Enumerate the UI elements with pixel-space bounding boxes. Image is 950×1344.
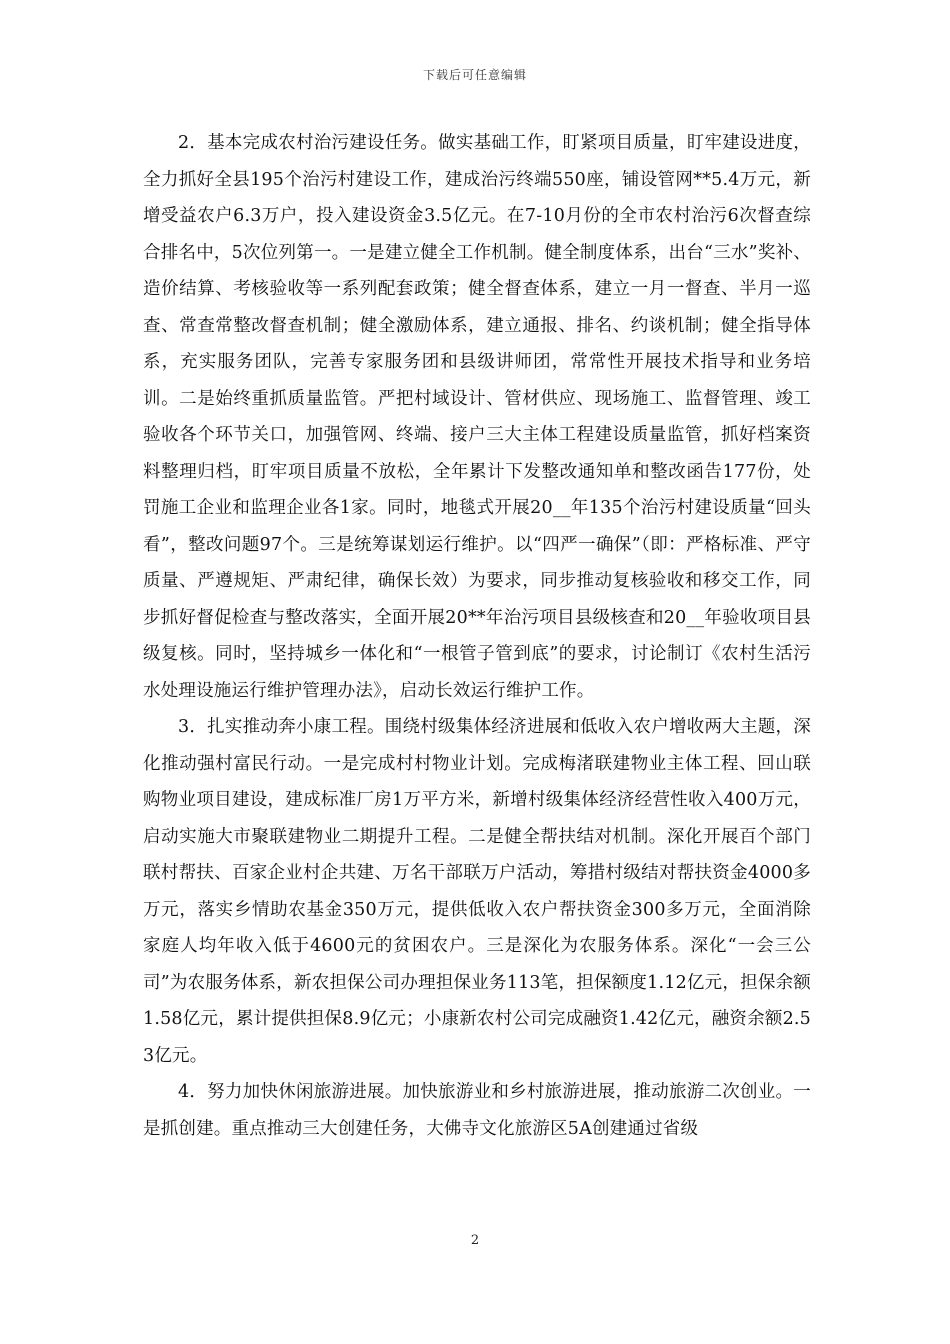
- paragraph-prosperity-project: 3．扎实推动奔小康工程。围绕村级集体经济进展和低收入农户增收两大主题，深化推动强村富民行动。一是完成村村物业计划。完成梅渚联建物业主体工程、回山联购物业项目建设，建成标准厂房1万平方米，新增村级集体经济经营性收入400万元，启动实施大市聚联建物业二期提升工程。二是健全帮扶结对机制。深化开展百个部门联村帮扶、百家企业村企共建、万名干部联万户活动，筹措村级结对帮扶资金4000多万元，落实乡情助农基金350万元，提供低收入农户帮扶资金300多万元，全面消除家庭人均年收入低于4600元的贫困农户。三是深化为农服务体系。深化“一会三公司”为农服务体系，新农担保公司办理担保业务113笔，担保额度1.12亿元，担保余额1.58亿元，累计提供担保8.9亿元；小康新农村公司完成融资1.42亿元，融资余额2.53亿元。: [143, 717, 811, 1066]
- page-number: 2: [470, 1233, 480, 1248]
- page-header: 下载后可任意编辑: [422, 68, 527, 82]
- paragraph-rural-sewage: 2．基本完成农村治污建设任务。做实基础工作，盯紧项目质量，盯牢建设进度，全力抓好全县195个治污村建设工作，建成治污终端550座，铺设管网**5.4万元，新增受益农户6.3万户，投入建设资金3.5亿元。在7-10月份的全市农村治污6次督查综合排名中，5次位列第一。一是建立健全工作机制。健全制度体系，出台“三水”奖补、造价结算、考核验收等一系列配套政策；健全督查体系，建立一月一督查、半月一巡查、常查常整改督查机制；健全激励体系，建立通报、排名、约谈机制；健全指导体系，充实服务团队，完善专家服务团和县级讲师团，常常性开展技术指导和业务培训。二是始终重抓质量监管。严把村域设计、管材供应、现场施工、监督管理、竣工验收各个环节关口，加强管网、终端、接户三大主体工程建设质量监管，抓好档案资料整理归档，盯牢项目质量不放松，全年累计下发整改通知单和整改函告177份，处罚施工企业和监理企业各1家。同时，地毯式开展20__年135个治污村建设质量“回头看”，整改问题97个。三是统筹谋划运行维护。以“四严一确保”（即：严格标准、严守质量、严遵规矩、严肃纪律，确保长效）为要求，同步推动复核验收和移交工作，同步抓好督促检查与整改落实，全面开展20**年治污项目县级核查和20__年验收项目县级复核。同时，坚持城乡一体化和“一根管子管到底”的要求，讨论制订《农村生活污水处理设施运行维护管理办法》，启动长效运行维护工作。: [143, 133, 811, 701]
- document-body: [143, 125, 811, 1147]
- paragraph-leisure-tourism: 4．努力加快休闲旅游进展。加快旅游业和乡村旅游进展，推动旅游二次创业。一是抓创建。重点推动三大创建任务，大佛寺文化旅游区5A创建通过省级: [143, 1082, 811, 1139]
